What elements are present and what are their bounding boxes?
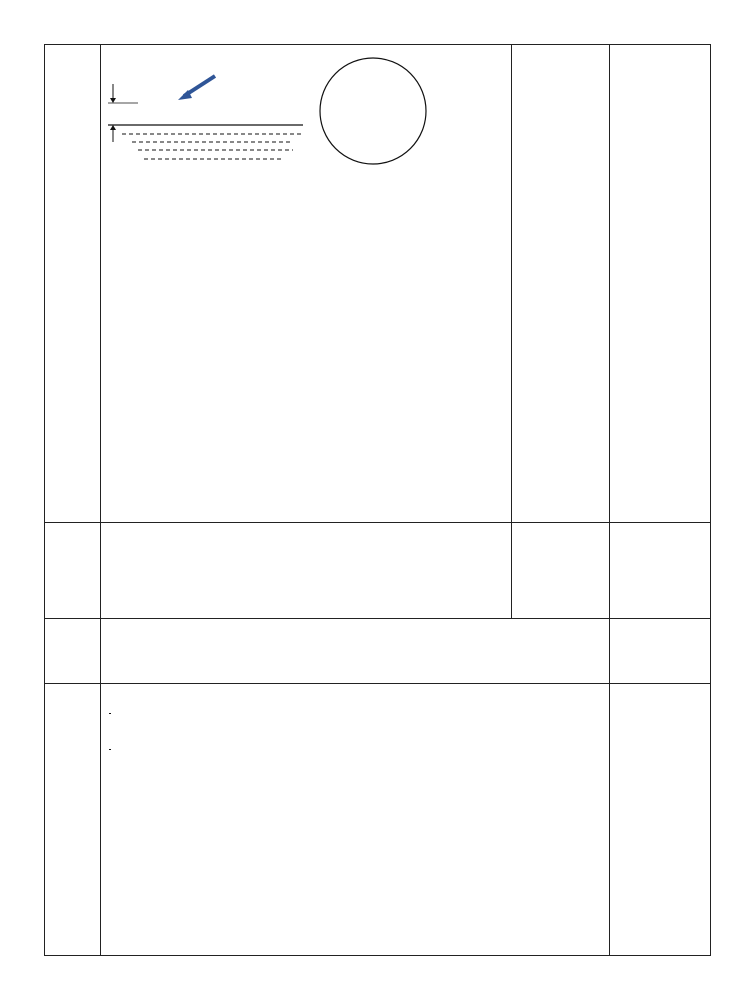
d-bottom-arrowhead [110, 125, 116, 130]
label-cell [45, 619, 101, 684]
design-purpose-text [610, 45, 710, 49]
empty-cell [511, 523, 609, 619]
oil-film-figure [108, 56, 505, 186]
fraction-v3-n [109, 749, 111, 750]
fraction-v1-v2 [109, 713, 111, 714]
teacher-activity-cell [511, 45, 609, 523]
empty-cell [609, 684, 710, 956]
lesson-plan-table [44, 44, 711, 956]
equipment-text [101, 619, 609, 622]
empty-cell [609, 523, 710, 619]
label-cell-empty [45, 523, 101, 619]
table-row [45, 523, 711, 619]
steps-cell [101, 684, 610, 956]
content-cell [101, 45, 512, 523]
step-drop-volume [108, 723, 603, 759]
empty-cell [609, 619, 710, 684]
table-row [45, 619, 711, 684]
oil-film-diagram [108, 56, 438, 186]
label-cell-empty [45, 45, 101, 523]
table-row [45, 684, 711, 956]
label-cell [45, 684, 101, 956]
film-boundary-circle [320, 58, 426, 164]
content-cell [101, 523, 512, 619]
design-purpose-cell [609, 45, 710, 523]
step-dilute [108, 687, 603, 723]
equipment-cell [101, 619, 610, 684]
d-top-arrowhead [110, 98, 116, 103]
table-row [45, 45, 711, 523]
teacher-activity-text [512, 45, 609, 51]
